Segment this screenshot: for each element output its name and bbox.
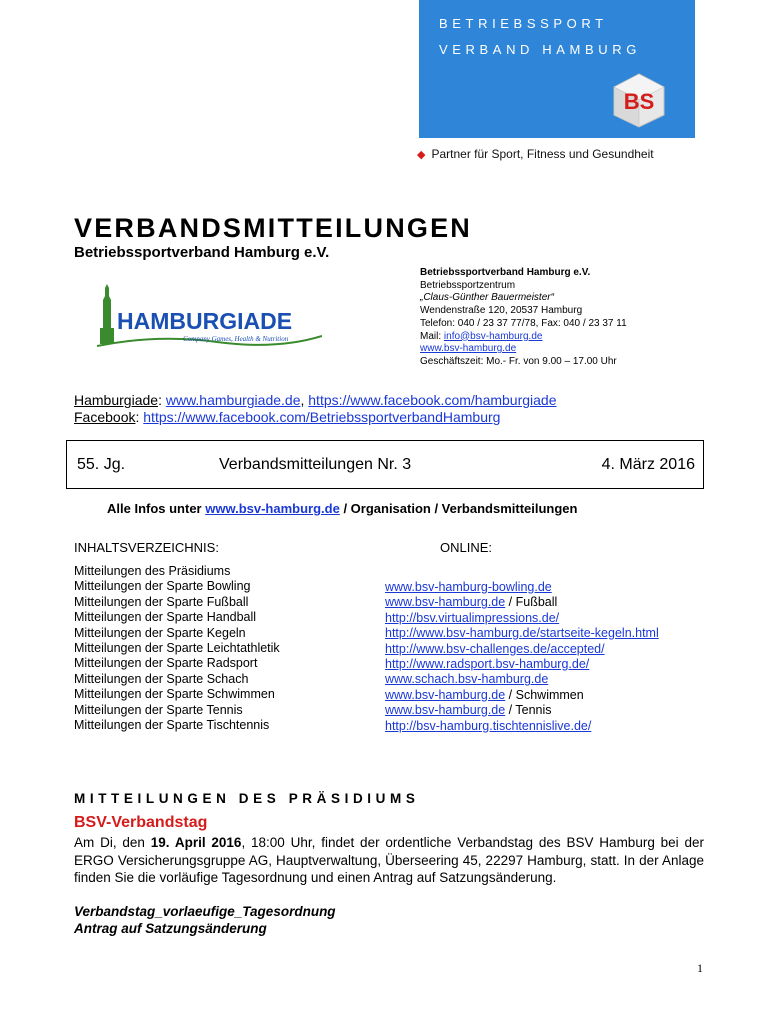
issue-number: Verbandsmitteilungen Nr. 3 <box>219 456 412 473</box>
social-links <box>74 392 557 426</box>
online-link[interactable]: www.bsv-hamburg.de <box>385 703 506 718</box>
online-item <box>385 688 659 703</box>
toc-item: Mitteilungen der Sparte Schwimmen <box>74 687 275 702</box>
document-subtitle: Betriebssportverband Hamburg e.V. <box>74 244 330 261</box>
separator: : <box>158 392 166 408</box>
section-subheading: BSV-Verbandstag <box>74 814 208 831</box>
online-link[interactable]: www.bsv-hamburg.de <box>385 595 506 610</box>
toc-item: Mitteilungen der Sparte Kegeln <box>74 625 246 640</box>
toc-header: INHALTSVERZEICHNIS: <box>74 540 219 555</box>
banner-title-line1: BETRIEBSSPORT <box>439 16 608 31</box>
tagline-text: Partner für Sport, Fitness und Gesundheit <box>431 147 654 161</box>
info-line <box>107 501 577 516</box>
contact-center: Betriebssportzentrum <box>420 279 516 291</box>
tagline <box>417 147 654 161</box>
toc-item: Mitteilungen der Sparte Radsport <box>74 656 258 671</box>
issue-box <box>66 440 704 489</box>
online-link[interactable]: www.schach.bsv-hamburg.de <box>385 672 549 687</box>
online-item <box>385 657 659 672</box>
online-item <box>385 719 659 734</box>
attachments <box>74 903 336 937</box>
contact-block <box>420 267 627 369</box>
info-link[interactable]: www.bsv-hamburg.de <box>205 501 340 516</box>
online-item <box>385 595 659 610</box>
contact-mail-link[interactable]: info@bsv-hamburg.de <box>443 330 543 342</box>
document-title: VERBANDSMITTEILUNGEN <box>74 213 473 243</box>
hamburgiade-label: Hamburgiade <box>74 392 159 408</box>
svg-text:Company Games, Health & Nutrit: Company Games, Health & Nutrition <box>183 335 289 343</box>
online-item <box>385 611 659 626</box>
bs-cube-logo <box>611 72 667 128</box>
page-number: 1 <box>697 961 703 975</box>
hamburgiade-logo <box>97 284 322 356</box>
contact-web-link[interactable]: www.bsv-hamburg.de <box>420 343 517 355</box>
contact-address: Wendenstraße 120, 20537 Hamburg <box>420 305 583 317</box>
toc-item: Mitteilungen der Sparte Bowling <box>74 579 251 594</box>
hamburgiade-facebook-link[interactable]: https://www.facebook.com/hamburgiade <box>308 392 557 408</box>
toc-item: Mitteilungen der Sparte Tischtennis <box>74 717 270 732</box>
toc-item: Mitteilungen der Sparte Tennis <box>74 702 243 717</box>
body-paragraph <box>74 834 704 887</box>
online-link[interactable]: http://bsv-hamburg.tischtennislive.de/ <box>385 718 592 733</box>
contact-phone: Telefon: 040 / 23 37 77/78, Fax: 040 / 23 37 11 <box>420 317 627 329</box>
banner-title-line2: VERBAND HAMBURG <box>439 42 641 57</box>
online-link[interactable]: www.bsv-hamburg.de <box>385 687 506 702</box>
online-header: ONLINE: <box>440 540 493 555</box>
online-list <box>385 580 659 734</box>
online-suffix: / Tennis <box>505 703 552 718</box>
info-prefix: Alle Infos unter <box>107 501 206 516</box>
contact-hours: Geschäftszeit: Mo.- Fr. von 9.00 – 17.00 Uhr <box>420 355 617 367</box>
toc-item: Mitteilungen der Sparte Leichtathletik <box>74 640 280 655</box>
online-link[interactable]: http://www.bsv-challenges.de/accepted/ <box>385 641 605 656</box>
online-item <box>385 626 659 641</box>
bsv-facebook-link[interactable]: https://www.facebook.com/BetriebssportverbandHamburg <box>143 409 501 425</box>
online-link[interactable]: www.bsv-hamburg-bowling.de <box>385 580 552 594</box>
header-banner <box>419 0 695 138</box>
para-date: 19. April 2016 <box>150 835 242 850</box>
online-suffix: / Fußball <box>505 595 558 610</box>
para-text: Am Di, den <box>74 835 151 850</box>
toc-item: Mitteilungen der Sparte Handball <box>74 610 257 625</box>
online-item <box>385 703 659 718</box>
separator: : <box>135 409 144 425</box>
svg-text:HAMBURGIADE: HAMBURGIADE <box>117 308 293 334</box>
contact-mail-line <box>420 331 627 344</box>
online-link[interactable]: http://www.bsv-hamburg.de/startseite-kegeln.html <box>385 626 659 641</box>
online-item <box>385 580 659 595</box>
toc-item: Mitteilungen der Sparte Fußball <box>74 594 249 609</box>
hamburgiade-link[interactable]: www.hamburgiade.de <box>165 392 301 408</box>
facebook-label: Facebook <box>74 409 136 425</box>
attachment-motion[interactable]: Antrag auf Satzungsänderung <box>74 921 267 936</box>
online-item <box>385 672 659 687</box>
online-link[interactable]: http://www.radsport.bsv-hamburg.de/ <box>385 656 590 671</box>
online-link[interactable]: http://bsv.virtualimpressions.de/ <box>385 610 560 625</box>
svg-text:BS: BS <box>623 89 655 114</box>
contact-org: Betriebssportverband Hamburg e.V. <box>420 267 591 278</box>
diamond-icon: ◆ <box>417 149 426 161</box>
contact-mail-label: Mail: <box>420 330 444 342</box>
info-suffix: / Organisation / Verbandsmitteilungen <box>339 501 578 516</box>
online-suffix: / Schwimmen <box>505 687 584 702</box>
para-text: , 18:00 Uhr, findet der ordentliche Verbandstag des BSV Hamburg bei der ERGO Versicherungsgruppe AG, Hauptverwaltung, Überseering 45, 22297 Hamburg, statt. In der Anlage finden Sie die vorläufige Tagesordnung und einen Antrag auf Satzungsänderung. <box>74 835 704 885</box>
attachment-agenda[interactable]: Verbandstag_vorlaeufige_Tagesordnung <box>74 904 336 919</box>
section-heading: MITTEILUNGEN DES PRÄSIDIUMS <box>74 791 420 806</box>
issue-date: 4. März 2016 <box>601 456 695 473</box>
separator: , <box>300 392 309 408</box>
toc-list <box>74 564 280 733</box>
contact-center-name: „Claus-Günther Bauermeister“ <box>420 292 554 304</box>
online-item <box>385 642 659 657</box>
toc-item: Mitteilungen des Präsidiums <box>74 564 231 578</box>
issue-volume: 55. Jg. <box>77 456 126 473</box>
toc-item: Mitteilungen der Sparte Schach <box>74 671 249 686</box>
